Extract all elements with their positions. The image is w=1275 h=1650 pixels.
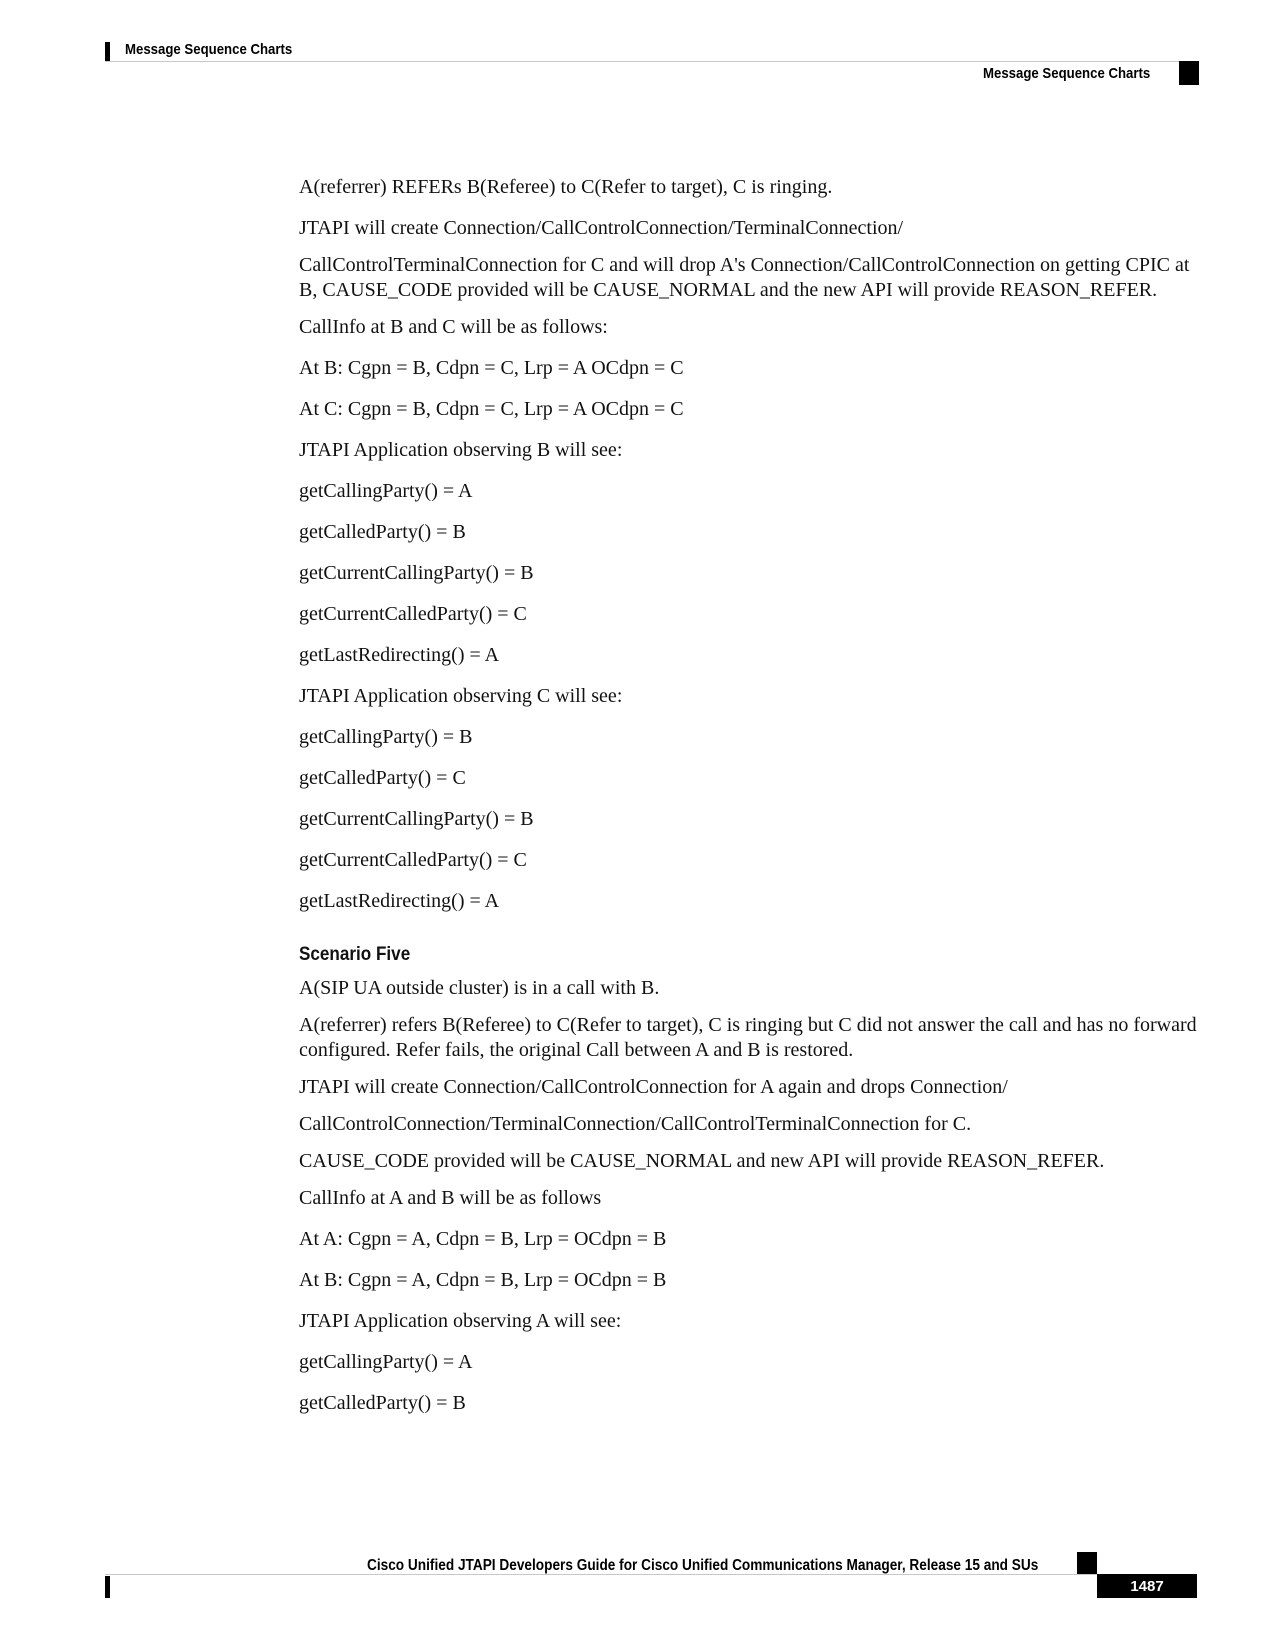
body-paragraph: getCallingParty() = A — [299, 1351, 473, 1373]
body-paragraph: A(SIP UA outside cluster) is in a call with B. — [299, 977, 660, 999]
body-paragraph: JTAPI will create Connection/CallControlConnection for A again and drops Connection/ — [299, 1076, 1008, 1098]
page-number-box — [1097, 1574, 1197, 1598]
body-paragraph: At C: Cgpn = B, Cdpn = C, Lrp = A OCdpn = C — [299, 398, 684, 420]
body-paragraph: JTAPI Application observing B will see: — [299, 439, 623, 461]
body-paragraph: getLastRedirecting() = A — [299, 890, 500, 912]
body-paragraph: CAUSE_CODE provided will be CAUSE_NORMAL and new API will provide REASON_REFER. — [299, 1150, 1105, 1172]
body-paragraph: CallInfo at A and B will be as follows — [299, 1187, 602, 1209]
body-paragraph: CallInfo at B and C will be as follows: — [299, 316, 608, 338]
header-right-title: Message Sequence Charts — [983, 65, 1151, 82]
body-paragraph: getCurrentCalledParty() = C — [299, 603, 527, 625]
body-paragraph: getCurrentCallingParty() = B — [299, 562, 534, 584]
body-paragraph: getCalledParty() = C — [299, 767, 466, 789]
header-left-bar — [105, 42, 110, 61]
body-paragraph: A(referrer) refers B(Referee) to C(Refer to target), C is ringing but C did not answer the call and has no forward configured. Refer fails, the original Call between A and B is restored. — [299, 1014, 1197, 1061]
body-paragraph: At B: Cgpn = B, Cdpn = C, Lrp = A OCdpn = C — [299, 357, 684, 379]
body-paragraph: getCallingParty() = A — [299, 480, 473, 502]
body-paragraph: getCurrentCallingParty() = B — [299, 808, 534, 830]
body-paragraph: At A: Cgpn = A, Cdpn = B, Lrp = OCdpn = B — [299, 1228, 667, 1250]
body-paragraph: JTAPI Application observing A will see: — [299, 1310, 622, 1332]
page-number: 1487 — [1130, 1577, 1164, 1595]
body-paragraph: getCallingParty() = B — [299, 726, 473, 748]
body-paragraph: JTAPI Application observing C will see: — [299, 685, 623, 707]
body-paragraph: At B: Cgpn = A, Cdpn = B, Lrp = OCdpn = B — [299, 1269, 667, 1291]
header-right-box — [1179, 61, 1199, 85]
body-paragraph: getCalledParty() = B — [299, 521, 466, 543]
header-left-title: Message Sequence Charts — [125, 41, 293, 58]
footer-left-bar — [105, 1576, 110, 1598]
section-heading: Scenario Five — [299, 944, 411, 965]
document-body — [299, 175, 1204, 1432]
body-paragraph: getCurrentCalledParty() = C — [299, 849, 527, 871]
body-paragraph: CallControlTerminalConnection for C and will drop A's Connection/CallControlConnection on getting CPIC at B, CAUSE_CODE provided will be CAUSE_NORMAL and the new API will provide REASON_REFER. — [299, 254, 1190, 301]
body-paragraph: A(referrer) REFERs B(Referee) to C(Refer to target), C is ringing. — [299, 176, 833, 198]
body-paragraph: getLastRedirecting() = A — [299, 644, 500, 666]
footer-guide-title: Cisco Unified JTAPI Developers Guide for Cisco Unified Communications Manager, Release 15 and SUs — [367, 1557, 1039, 1574]
header-rule — [105, 61, 1198, 62]
body-paragraph: CallControlConnection/TerminalConnection/CallControlTerminalConnection for C. — [299, 1113, 972, 1135]
footer-rule — [105, 1574, 1098, 1575]
body-paragraph: getCalledParty() = B — [299, 1392, 466, 1414]
body-paragraph: JTAPI will create Connection/CallControlConnection/TerminalConnection/ — [299, 217, 904, 239]
footer-box — [1077, 1552, 1097, 1574]
